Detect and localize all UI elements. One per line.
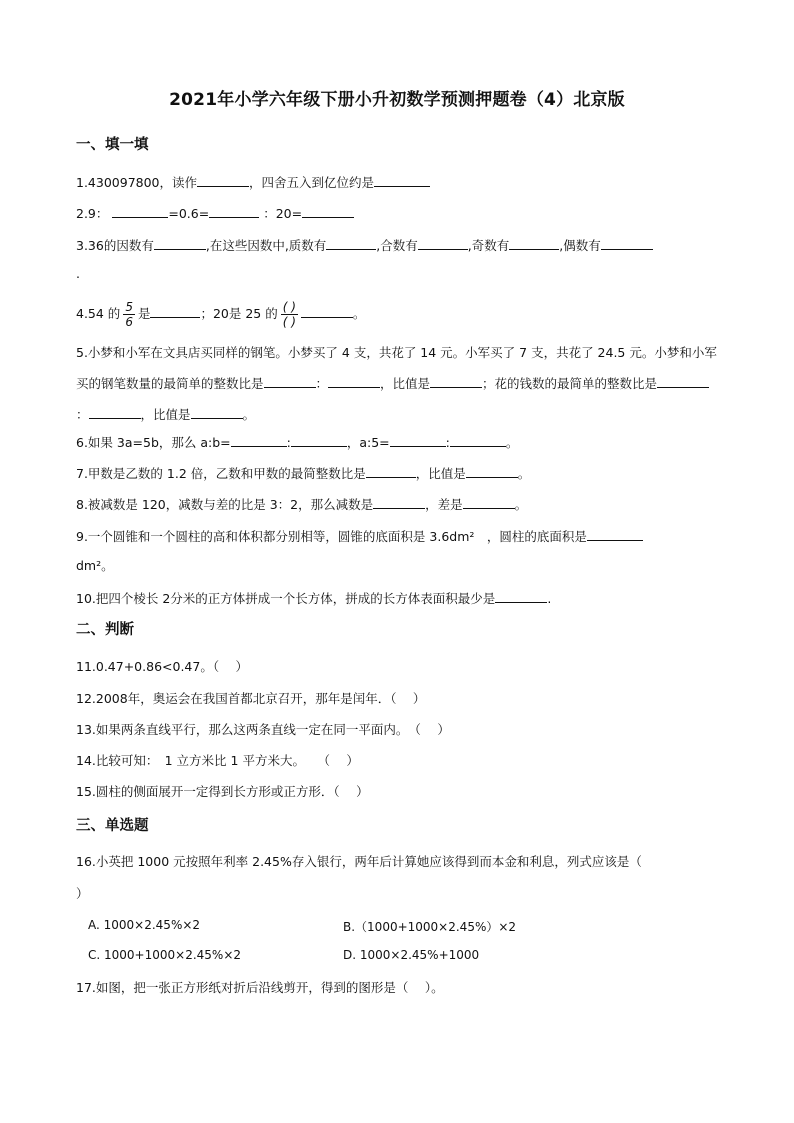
option-b[interactable]: B.（1000+1000×2.45%）×2 [343,920,517,934]
question-3-text-5: ,偶数有 [559,238,601,253]
fraction-denominator-blank[interactable]: ( ) [282,315,296,329]
question-7-text-2: ，比值是 [415,466,466,481]
question-5-text-7: 。 [242,407,256,422]
fraction-numerator-blank[interactable]: ( ) [282,300,296,314]
question-8-text-2: ，差是 [425,497,463,512]
question-5-text-5: ： [76,407,89,422]
answer-blank[interactable] [209,203,259,218]
answer-blank[interactable] [302,203,354,218]
question-4-text-3: ；20是 25 的 [200,306,278,321]
question-8 [76,494,726,515]
answer-blank[interactable] [328,373,380,388]
question-3-text-3: ,合数有 [376,238,418,253]
answer-blank[interactable] [154,235,206,250]
question-12[interactable]: 12.2008年，奥运会在我国首都北京召开，那年是闰年．（ ） [76,691,426,706]
answer-blank[interactable] [373,494,425,509]
section-heading-fill: 一、填一填 [76,137,149,153]
answer-blank[interactable] [430,373,482,388]
question-4-text-2: 是 [137,306,151,321]
answer-blank[interactable] [390,432,446,447]
question-15[interactable]: 15.圆柱的侧面展开一定得到长方形或正方形．（ ） [76,784,369,799]
question-13[interactable]: 13.如果两条直线平行，那么这两条直线一定在同一平面内。 （ ） [76,722,450,737]
answer-blank[interactable] [587,526,643,541]
section-heading-judge: 二、判断 [76,622,134,638]
answer-blank[interactable] [326,235,376,250]
answer-blank[interactable] [191,404,243,419]
question-7-text-3: 。 [517,466,531,481]
question-5-text-6: ，比值是 [140,407,191,422]
question-9-text: 9.一个圆锥和一个圆柱的高和体积都分别相等，圆锥的底面积是 3.6dm² ，圆柱的底面积是 [76,529,587,544]
question-3 [76,235,726,256]
question-16-end: ） [76,886,89,901]
question-4 [76,300,726,329]
question-1 [76,172,726,193]
answer-blank[interactable] [301,303,353,318]
page-title: 2021年小学六年级下册小升初数学预测押题卷（4）北京版 [169,90,625,110]
answer-blank[interactable] [509,235,559,250]
section-heading-single-choice: 三、单选题 [76,818,149,834]
question-1-text: 1.430097800，读作 [76,175,198,190]
question-14[interactable]: 14.比较可知： 1 立方米比 1 平方米大。 （ ） [76,753,359,768]
question-9-unit: dm²。 [76,558,114,573]
answer-blank[interactable] [89,404,141,419]
question-7-text: 7.甲数是乙数的 1.2 倍，乙数和甲数的最简整数比是 [76,466,366,481]
question-2-text-2: =0.6= [168,206,210,221]
option-d[interactable]: D. 1000×2.45%+1000 [343,948,480,962]
question-4-text-4: 。 [352,306,366,321]
answer-blank[interactable] [112,203,168,218]
fraction-numerator: 5 [125,300,133,314]
question-8-text: 8.被减数是 120，减数与差的比是 3：2，那么减数是 [76,497,374,512]
answer-blank[interactable] [495,588,547,603]
answer-blank[interactable] [601,235,653,250]
answer-blank[interactable] [374,172,430,187]
option-c[interactable]: C. 1000+1000×2.45%×2 [88,948,242,962]
answer-blank[interactable] [450,432,506,447]
question-6-text-2: : [286,435,291,450]
question-7 [76,463,726,484]
question-10-text-2: . [547,591,552,606]
question-6-text-3: ，a:5= [346,435,390,450]
question-3-text-4: ,奇数有 [467,238,510,253]
answer-blank[interactable] [466,463,518,478]
answer-blank[interactable] [150,303,200,318]
question-5-text-2: ： [315,376,329,391]
question-6-text-5: 。 [505,435,519,450]
question-4-text: 4.54 的 [76,306,121,321]
question-5-text: 5.小梦和小军在文具店买同样的钢笔。小梦买了 4 支，共花了 14 元。小军买了 7 支，共花了 24.5 元。小梦和小军买的钢笔数量的最简单的整数比是 [76,345,717,391]
answer-blank[interactable] [264,373,316,388]
question-16-text: 16.小英把 1000 元按照年利率 2.45%存入银行，两年后计算她应该得到而本金和利息，列式应该是（ [76,854,642,869]
question-10 [76,588,726,609]
question-2-text-3: ：20= [263,206,303,221]
question-16 [76,852,716,872]
question-3-end: . [76,266,80,281]
question-5-text-3: ，比值是 [380,376,431,391]
answer-blank[interactable] [463,494,515,509]
option-a[interactable]: A. 1000×2.45%×2 [88,918,201,932]
question-3-text-2: ,在这些因数中,质数有 [205,238,327,253]
fraction-blank[interactable] [281,300,298,329]
answer-blank[interactable] [197,172,249,187]
question-17: 17.如图，把一张正方形纸对折后沿线剪开，得到的图形是（ ）。 [76,980,444,995]
question-8-text-3: 。 [514,497,528,512]
question-11[interactable]: 11.0.47+0.86<0.47。（ ） [76,659,249,674]
question-2 [76,203,726,224]
question-5-text-4: ；花的钱数的最简单的整数比是 [482,376,658,391]
answer-blank[interactable] [418,235,468,250]
question-6-text-4: : [445,435,450,450]
question-6 [76,432,726,453]
answer-blank[interactable] [657,373,709,388]
question-6-text: 6.如果 3a=5b，那么 a:b= [76,435,231,450]
answer-blank[interactable] [366,463,416,478]
fraction-denominator: 6 [125,315,133,329]
question-5 [76,337,720,430]
answer-blank[interactable] [291,432,347,447]
question-3-text: 3.36的因数有 [76,238,154,253]
question-2-text: 2.9： [76,206,109,221]
answer-blank[interactable] [231,432,287,447]
fraction-five-sixths [123,300,135,329]
question-10-text: 10.把四个棱长 2分米的正方体拼成一个长方体，拼成的长方体表面积最少是 [76,591,496,606]
question-1-text-2: ，四舍五入到亿位约是 [249,175,375,190]
question-9 [76,526,726,547]
